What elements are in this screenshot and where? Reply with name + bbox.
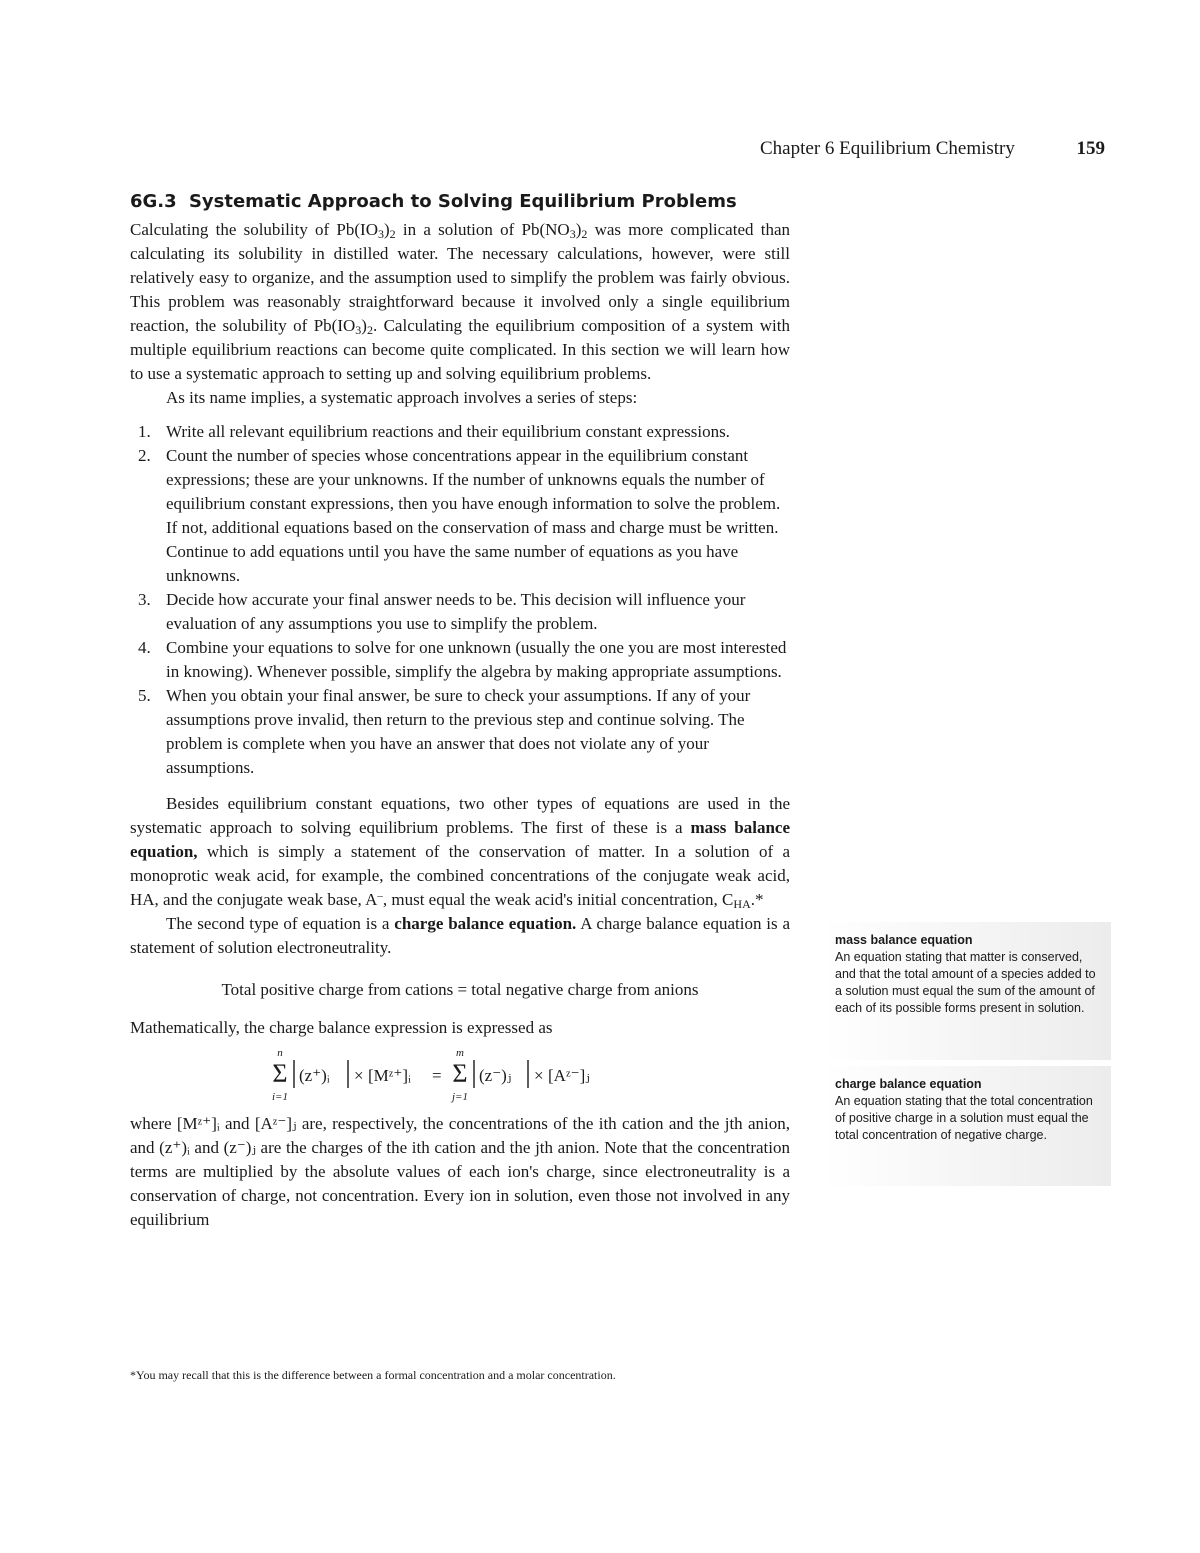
section-title: Systematic Approach to Solving Equilibrium Problems bbox=[188, 191, 737, 212]
paragraph-intro: Calculating the solubility of $Pb(IO_3)_2$ in a solution of $Pb(NO_3)_2$ was more complicated than calculating its solubility in distilled water. The necessary calculations, however, were still relatively easy to organize, and the assumption used to simplify the problem was fairly obvious. This problem was reasonably straightforward because it involved only a single equilibrium reaction, the solubility of $Pb(IO_3)_2$. Calculating the equilibrium composition of a system with multiple equilibrium reactions can become quite complicated. In this section we will learn how to use a systematic approach to setting up and solving equilibrium problems. bbox=[130, 220, 790, 383]
sum-lower-j: j=1 bbox=[452, 1091, 468, 1103]
sum-lower-i: i=1 bbox=[272, 1091, 288, 1103]
paragraph-steps-intro: As its name implies, a systematic approach involves a series of steps: bbox=[166, 388, 638, 407]
charge-statement: Total positive charge from cations = total negative charge from anions bbox=[221, 980, 699, 999]
left-charge: (z⁺)ᵢ bbox=[299, 1066, 330, 1085]
sum-upper-n: n bbox=[277, 1047, 283, 1059]
list-item: 3. Decide how accurate your final answer needs to be. This decision will influence your evaluation of any assumptions you use to simplify the problem. bbox=[138, 590, 746, 633]
svg-text:×: × bbox=[354, 1066, 364, 1085]
section-heading bbox=[130, 190, 790, 214]
footnote: *You may recall that this is the difference between a formal concentration and a molar concentration. bbox=[130, 1368, 616, 1382]
right-charge: (z⁻)ⱼ bbox=[479, 1066, 512, 1085]
glossary-definition: An equation stating that matter is conserved, and that the total amount of a species added to a solution must equal the sum of the amount of each of its possible forms present in solution. bbox=[835, 950, 1096, 1015]
list-item: 5. When you obtain your final answer, be sure to check your assumptions. If any of your assumptions prove invalid, then return to the previous step and continue solving. The problem is complete when you have an answer that does not violate any of your assumptions. bbox=[138, 686, 751, 777]
section-number: 6G.3 bbox=[130, 191, 177, 212]
charge-balance-equation bbox=[130, 1046, 790, 1106]
list-item: 2. Count the number of species whose concentrations appear in the equilibrium constant expressions; these are your unknowns. If the number of unknowns equals the number of equilibrium constant expressions, then you have enough information to solve the problem. If not, additional equations based on the conservation of mass and charge must be written. Continue to add equations until you have the same number of equations as you have unknowns. bbox=[138, 446, 781, 585]
equation-graphic bbox=[270, 1046, 650, 1106]
steps-list bbox=[130, 420, 790, 780]
sigma-left: Σ bbox=[272, 1059, 288, 1088]
paragraph-mass-balance: Besides equilibrium constant equations, two other types of equations are used in the systematic approach to solving equilibrium problems. The first of these is a mass balance equation, which is simply a statement of the conservation of matter. In a solution of a monoprotic weak acid, for example, the combined concentrations of the conjugate weak acid, HA, and the conjugate weak base, A–, must equal the weak acid's initial concentration, $C_{HA}.*$ bbox=[130, 794, 790, 911]
paragraph-mathematically: Mathematically, the charge balance expression is expressed as bbox=[130, 1018, 553, 1037]
glossary-term: mass balance equation bbox=[835, 933, 973, 947]
sigma-right: Σ bbox=[452, 1059, 468, 1088]
glossary-box-charge-balance bbox=[823, 1066, 1111, 1186]
paragraph-charge-balance: The second type of equation is a charge balance equation. A charge balance equation is a statement of solution electroneutrality. bbox=[130, 914, 790, 957]
glossary-definition: An equation stating that the total concentration of positive charge in a solution must equal the total concentration of negative charge. bbox=[835, 1094, 1093, 1142]
sum-upper-m: m bbox=[456, 1047, 464, 1059]
right-concentration: [Aᶻ⁻]ⱼ bbox=[548, 1066, 590, 1085]
chapter-title: Chapter 6 Equilibrium Chemistry bbox=[760, 138, 1015, 159]
svg-text:×: × bbox=[534, 1066, 544, 1085]
list-item: 4. Combine your equations to solve for one unknown (usually the one you are most interested in knowing). Whenever possible, simplify the algebra by making appropriate assumptions. bbox=[138, 638, 787, 681]
mass-balance-term: mass balance equation, bbox=[130, 818, 790, 861]
main-column bbox=[130, 190, 790, 1232]
page-number: 159 bbox=[1076, 138, 1105, 159]
svg-text:=: = bbox=[432, 1066, 442, 1085]
glossary-box-mass-balance bbox=[823, 922, 1111, 1060]
left-concentration: [Mᶻ⁺]ᵢ bbox=[368, 1066, 411, 1085]
glossary-term: charge balance equation bbox=[835, 1077, 982, 1091]
charge-balance-term: charge balance equation. bbox=[394, 914, 577, 933]
list-item: 1. Write all relevant equilibrium reactions and their equilibrium constant expressions. bbox=[138, 422, 730, 441]
paragraph-where: where [Mᶻ⁺]ᵢ and [Aᶻ⁻]ⱼ are, respectively, the concentrations of the ith cation and the jth anion, and (z⁺)ᵢ and (z⁻)ⱼ are the charges of the ith cation and the jth anion. Note that the concentration terms are multiplied by the absolute values of each ion's charge, since electroneutrality is a conservation of charge, not concentration. Every ion in solution, even those not involved in any equilibrium bbox=[130, 1114, 790, 1229]
